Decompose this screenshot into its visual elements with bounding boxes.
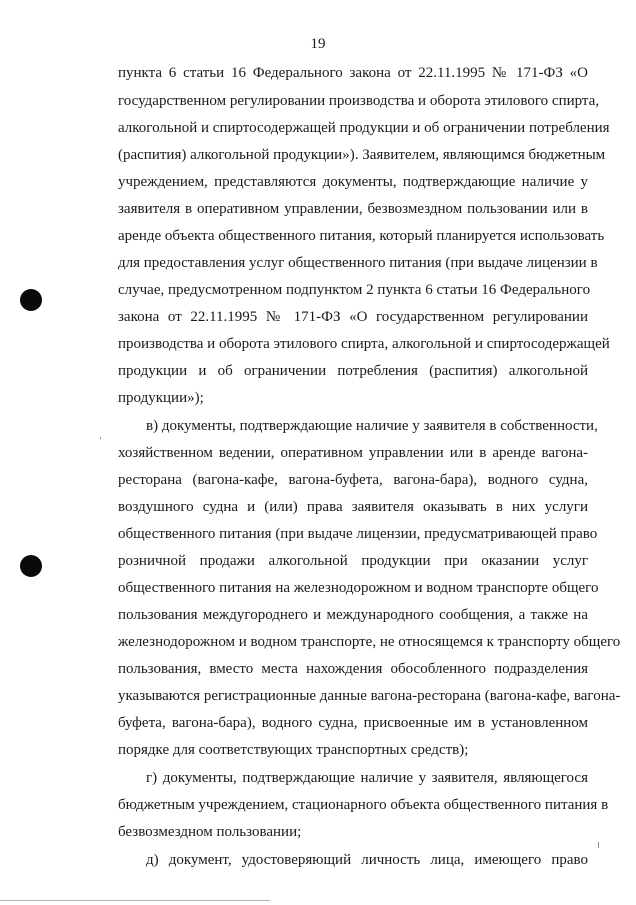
text-line: продукции и об ограничении потребления (распития) алкогольной [118, 363, 588, 379]
text-line: ресторана (вагона-кафе, вагона-буфета, вагона-бара), водного судна, [118, 472, 588, 488]
text-line: заявителя в оперативном управлении, безвозмездном пользовании или в [118, 201, 588, 217]
text-line: продукции»); [118, 390, 204, 406]
text-line: случае, предусмотренном подпунктом 2 пункта 6 статьи 16 Федерального [118, 282, 591, 298]
text-line: общественного питания (при выдаче лицензии, предусматривающей право [118, 526, 598, 542]
text-line: закона от 22.11.1995 № 171-ФЗ «О государственном регулировании [118, 309, 588, 325]
scan-line [0, 900, 270, 901]
text-line: алкогольной и спиртосодержащей продукции и об ограничении потребления [118, 120, 610, 136]
text-line: розничной продажи алкогольной продукции при оказании услуг [118, 553, 588, 569]
text-line: аренде объекта общественного питания, который планируется использовать [118, 228, 605, 244]
text-line: буфета, вагона-бара), водного судна, присвоенные им в установленном [118, 715, 588, 731]
text-line: пользования междугороднего и международного сообщения, а также на [118, 607, 588, 623]
text-line: учреждением, представляются документы, подтверждающие наличие у [118, 174, 588, 190]
text-line: производства и оборота этилового спирта, алкогольной и спиртосодержащей [118, 336, 610, 352]
text-line: бюджетным учреждением, стационарного объекта общественного питания в [118, 797, 609, 813]
text-line: (распития) алкогольной продукции»). Заявителем, являющимся бюджетным [118, 147, 606, 163]
text-line: государственном регулировании производства и оборота этилового спирта, [118, 93, 600, 109]
text-line: д) документ, удостоверяющий личность лица, имеющего право [146, 852, 588, 868]
punch-hole-lower [20, 555, 42, 577]
text-line: в) документы, подтверждающие наличие у заявителя в собственности, [146, 418, 598, 434]
text-line: безвозмездном пользовании; [118, 824, 302, 840]
text-line: общественного питания на железнодорожном и водном транспорте общего [118, 580, 599, 596]
text-line: пользования, вместо места нахождения обособленного подразделения [118, 661, 588, 677]
scan-mark [598, 842, 599, 848]
punch-hole-upper [20, 289, 42, 311]
text-line: хозяйственном ведении, оперативном управлении или в аренде вагона- [118, 445, 588, 461]
scan-mark [100, 437, 101, 439]
page-number: 19 [310, 36, 326, 52]
text-line: порядке для соответствующих транспортных средств); [118, 742, 469, 758]
text-line: пункта 6 статьи 16 Федерального закона от 22.11.1995 № 171-ФЗ «О [118, 65, 588, 81]
text-line: указываются регистрационные данные вагона-ресторана (вагона-кафе, вагона- [118, 688, 621, 704]
text-line: г) документы, подтверждающие наличие у заявителя, являющегося [146, 770, 588, 786]
text-line: воздушного судна и (или) права заявителя оказывать в них услуги [118, 499, 588, 515]
text-line: железнодорожном и водном транспорте, не относящемся к транспорту общего [118, 634, 621, 650]
text-line: для предоставления услуг общественного питания (при выдаче лицензии в [118, 255, 598, 271]
